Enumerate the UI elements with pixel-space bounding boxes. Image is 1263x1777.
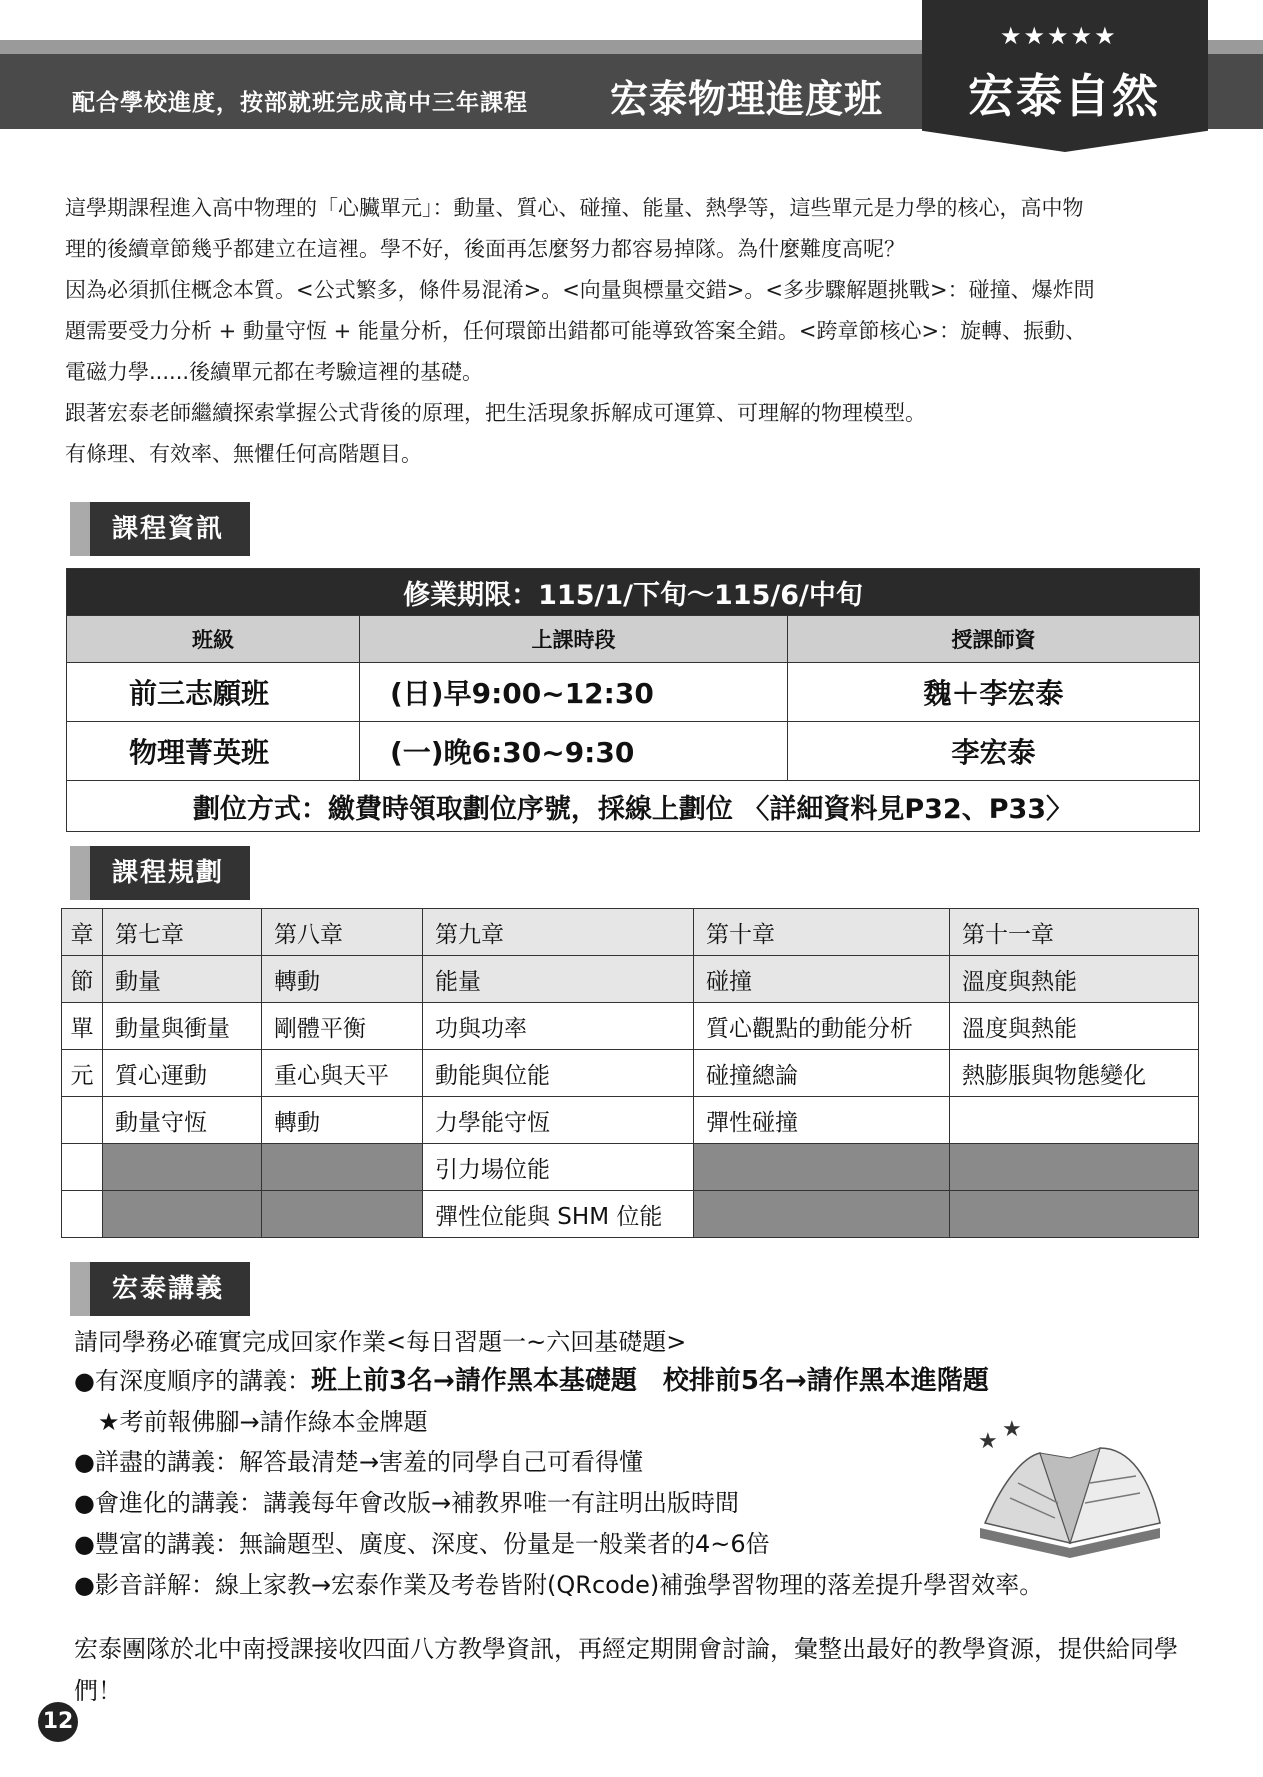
bullet-video: ●影音詳解：線上家教→宏泰作業及考卷皆附(QRcode)補強學習物理的落差提升學習效率。 (74, 1571, 1044, 1599)
topic-cell: 動量 (103, 956, 262, 1003)
topic-cell: 碰撞 (694, 956, 950, 1003)
unit-cell-empty (103, 1191, 262, 1238)
unit-cell: 引力場位能 (423, 1144, 694, 1191)
course-info-table (66, 568, 1200, 832)
intro-line: 因為必須抓住概念本質。<公式繁多，條件易混淆>。<向量與標量交錯>。<多步驟解題挑戰>：碰撞、爆炸問 (65, 278, 1095, 302)
side-label: 章 (62, 909, 103, 956)
class-time: (日)早9:00~12:30 (360, 663, 788, 722)
section-title: 課程資訊 (90, 502, 250, 556)
bullet-depth (74, 1360, 989, 1397)
unit-cell: 剛體平衡 (262, 1003, 423, 1050)
intro-line: 理的後續章節幾乎都建立在這裡。學不好，後面再怎麼努力都容易掉隊。為什麼難度高呢？ (65, 237, 905, 261)
unit-cell-empty (694, 1191, 950, 1238)
class-teacher: 魏＋李宏泰 (788, 663, 1200, 722)
header-time: 上課時段 (360, 616, 788, 663)
side-label: 節 (62, 956, 103, 1003)
header-teacher: 授課師資 (788, 616, 1200, 663)
intro-line: 這學期課程進入高中物理的「心臟單元」：動量、質心、碰撞、能量、熱學等，這些單元是力學的核心，高中物 (65, 196, 1084, 220)
intro-line: 電磁力學......後續單元都在考驗這裡的基礎。 (65, 360, 484, 384)
unit-cell: 溫度與熱能 (950, 1003, 1199, 1050)
badge-stars: ★★★★★ (1000, 22, 1118, 50)
intro-line: 跟著宏泰老師繼續探索掌握公式背後的原理，把生活現象拆解成可運算、可理解的物理模型。 (65, 401, 926, 425)
unit-cell: 力學能守恆 (423, 1097, 694, 1144)
unit-cell: 重心與天平 (262, 1050, 423, 1097)
bullet-emphasis: 班上前3名→請作黑本基礎題 校排前5名→請作黑本進階題 (310, 1366, 989, 1396)
header-class: 班級 (67, 616, 360, 663)
unit-cell-empty (262, 1191, 423, 1238)
section-course-plan (70, 846, 250, 900)
chapter-cell: 第十一章 (950, 909, 1199, 956)
header-subtitle: 配合學校進度，按部就班完成高中三年課程 (72, 90, 528, 116)
unit-cell: 熱膨脹與物態變化 (950, 1050, 1199, 1097)
unit-cell: 動量守恆 (103, 1097, 262, 1144)
topic-cell: 轉動 (262, 956, 423, 1003)
unit-cell-empty (950, 1191, 1199, 1238)
unit-cell-empty (103, 1144, 262, 1191)
course-plan-table (61, 908, 1199, 1238)
open-book-illustration (960, 1418, 1180, 1558)
unit-cell: 質心觀點的動能分析 (694, 1003, 950, 1050)
side-blank (62, 1097, 103, 1144)
unit-cell-empty (950, 1144, 1199, 1191)
section-title: 宏泰講義 (90, 1262, 250, 1316)
page-number: 12 (38, 1702, 78, 1742)
unit-cell: 彈性碰撞 (694, 1097, 950, 1144)
topic-cell: 能量 (423, 956, 694, 1003)
class-name: 前三志願班 (67, 663, 360, 722)
section-handouts (70, 1262, 250, 1316)
side-label: 單 (62, 1003, 103, 1050)
bullet-detailed: ●詳盡的講義：解答最清楚→害羞的同學自己可看得懂 (74, 1448, 644, 1476)
unit-cell: 質心運動 (103, 1050, 262, 1097)
study-period: 修業期限：115/1/下旬～115/6/中旬 (67, 569, 1200, 616)
intro-paragraph (65, 188, 1205, 475)
section-accent (70, 502, 90, 556)
chapter-cell: 第十章 (694, 909, 950, 956)
bullet-evolving: ●會進化的講義：講義每年會改版→補教界唯一有註明出版時間 (74, 1489, 740, 1517)
bullet-label: ●有深度順序的講義： (74, 1367, 311, 1395)
unit-cell-empty (950, 1097, 1199, 1144)
chapter-cell: 第七章 (103, 909, 262, 956)
section-accent (70, 846, 90, 900)
unit-cell: 功與功率 (423, 1003, 694, 1050)
chapter-cell: 第八章 (262, 909, 423, 956)
unit-cell: 動能與位能 (423, 1050, 694, 1097)
bullet-sub: ★考前報佛腳→請作綠本金牌題 (98, 1408, 428, 1436)
unit-cell: 碰撞總論 (694, 1050, 950, 1097)
intro-line: 有條理、有效率、無懼任何高階題目。 (65, 442, 422, 466)
class-time: (一)晚6:30~9:30 (360, 722, 788, 781)
header-title: 宏泰物理進度班 (610, 77, 884, 121)
section-title: 課程規劃 (90, 846, 250, 900)
side-blank (62, 1144, 103, 1191)
section-course-info (70, 502, 250, 556)
intro-line: 題需要受力分析 + 動量守恆 + 能量分析，任何環節出錯都可能導致答案全錯。<跨章節核心>：旋轉、振動、 (65, 319, 1087, 343)
star-icon: ★ (1002, 1418, 1022, 1442)
unit-cell: 轉動 (262, 1097, 423, 1144)
side-blank (62, 1191, 103, 1238)
topic-cell: 溫度與熱能 (950, 956, 1199, 1003)
unit-cell: 動量與衝量 (103, 1003, 262, 1050)
unit-cell-empty (262, 1144, 423, 1191)
class-name: 物理菁英班 (67, 722, 360, 781)
unit-cell: 彈性位能與 SHM 位能 (423, 1191, 694, 1238)
homework-note: 請同學務必確實完成回家作業<每日習題一~六回基礎題> (74, 1328, 687, 1356)
class-teacher: 李宏泰 (788, 722, 1200, 781)
chapter-cell: 第九章 (423, 909, 694, 956)
seat-booking-note: 劃位方式：繳費時領取劃位序號，採線上劃位 〈詳細資料見P32、P33〉 (67, 781, 1200, 832)
star-icon: ★ (978, 1429, 998, 1454)
closing-paragraph: 宏泰團隊於北中南授課接收四面八方教學資訊，再經定期開會討論，彙整出最好的教學資源，提供給同學們！ (74, 1635, 1178, 1705)
bullet-rich: ●豐富的講義：無論題型、廣度、深度、份量是一般業者的4~6倍 (74, 1530, 770, 1558)
badge-text: 宏泰自然 (968, 69, 1160, 123)
section-accent (70, 1262, 90, 1316)
side-label: 元 (62, 1050, 103, 1097)
unit-cell-empty (694, 1144, 950, 1191)
